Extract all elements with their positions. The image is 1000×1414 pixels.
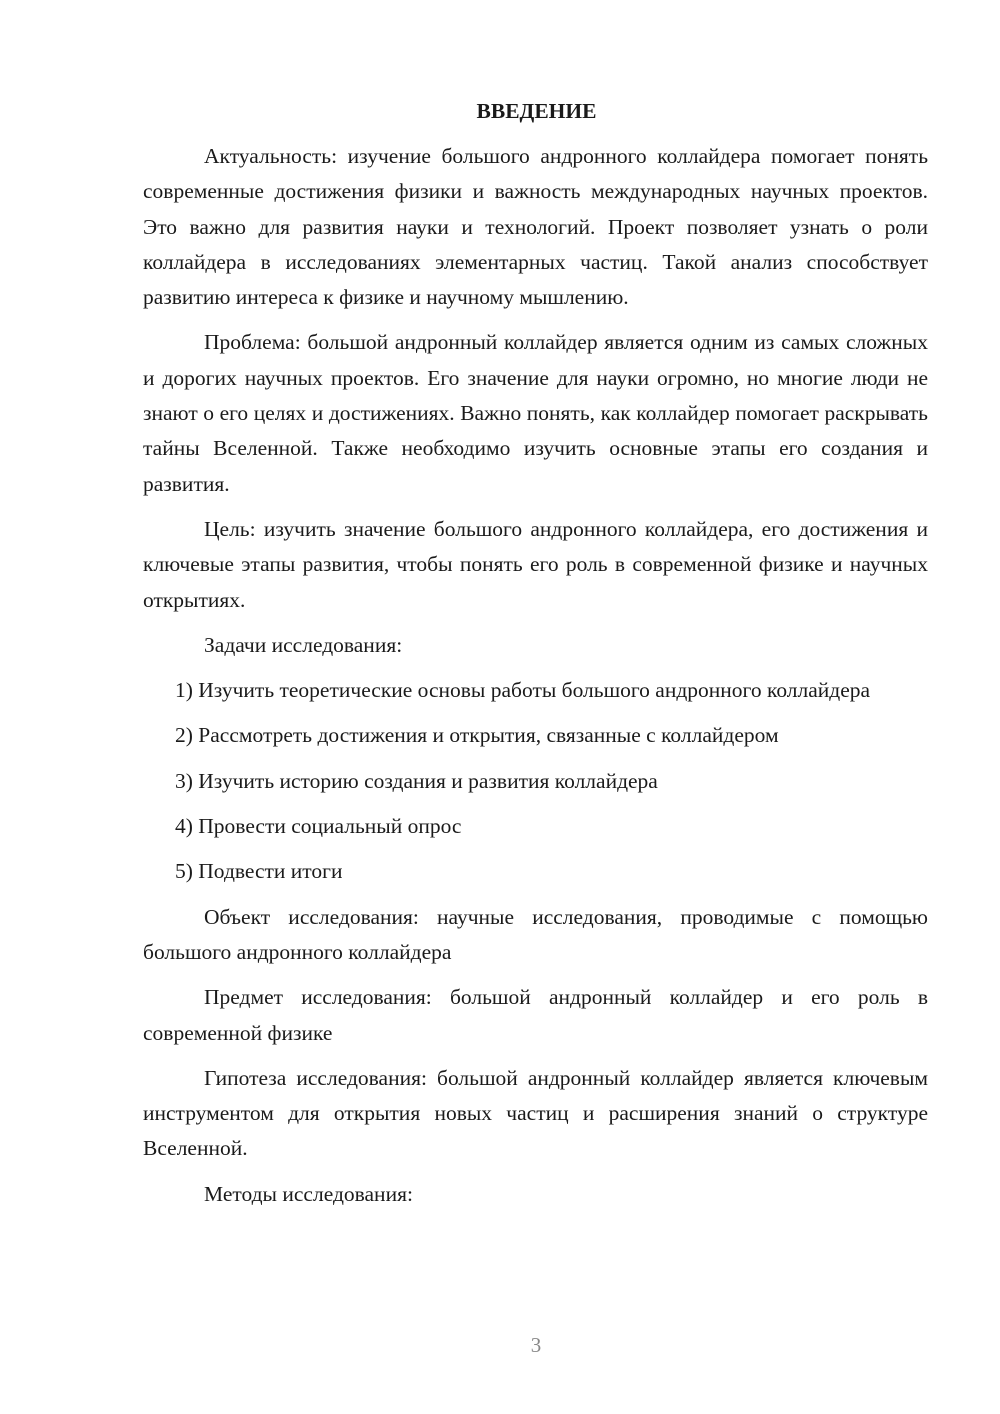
task-item: 1) Изучить теоретические основы работы большого андронного коллайдера <box>175 678 871 703</box>
task-item: 5) Подвести итоги <box>175 859 343 884</box>
tasks-list <box>143 673 928 889</box>
subject-paragraph: Предмет исследования: большой андронный коллайдер и его роль в современной физике <box>143 985 928 1045</box>
object-paragraph: Объект исследования: научные исследования, проводимые с помощью большого андронного коллайдера <box>143 904 928 964</box>
document-page <box>143 94 928 1222</box>
page-title: ВВЕДЕНИЕ <box>476 99 597 123</box>
task-item: 3) Изучить историю создания и развития коллайдера <box>175 768 658 793</box>
relevance-paragraph: Актуальность: изучение большого андронного коллайдера помогает понять современные достижения физики и важность международных научных проектов. Это важно для развития науки и технологий. Проект позволяет узнать о роли коллайдера в исследованиях элементарных частиц. Такой анализ способствует развитию интереса к физике и научному мышлению. <box>143 144 928 310</box>
task-item: 4) Провести социальный опрос <box>175 814 462 839</box>
page-number: 3 <box>530 1333 542 1357</box>
hypothesis-paragraph: Гипотеза исследования: большой андронный коллайдер является ключевым инструментом для открытия новых частиц и расширения знаний о структуре Вселенной. <box>143 1065 928 1161</box>
task-item: 2) Рассмотреть достижения и открытия, связанные с коллайдером <box>175 723 779 748</box>
tasks-heading: Задачи исследования: <box>204 632 403 657</box>
methods-heading: Методы исследования: <box>204 1181 413 1206</box>
goal-paragraph: Цель: изучить значение большого андронного коллайдера, его достижения и ключевые этапы развития, чтобы понять его роль в современной физике и научных открытиях. <box>143 516 928 612</box>
problem-paragraph: Проблема: большой андронный коллайдер является одним из самых сложных и дорогих научных проектов. Его значение для науки огромно, но многие люди не знают о его целях и достижениях. Важно понять, как коллайдер помогает раскрывать тайны Вселенной. Также необходимо изучить основные этапы его создания и развития. <box>143 330 928 496</box>
